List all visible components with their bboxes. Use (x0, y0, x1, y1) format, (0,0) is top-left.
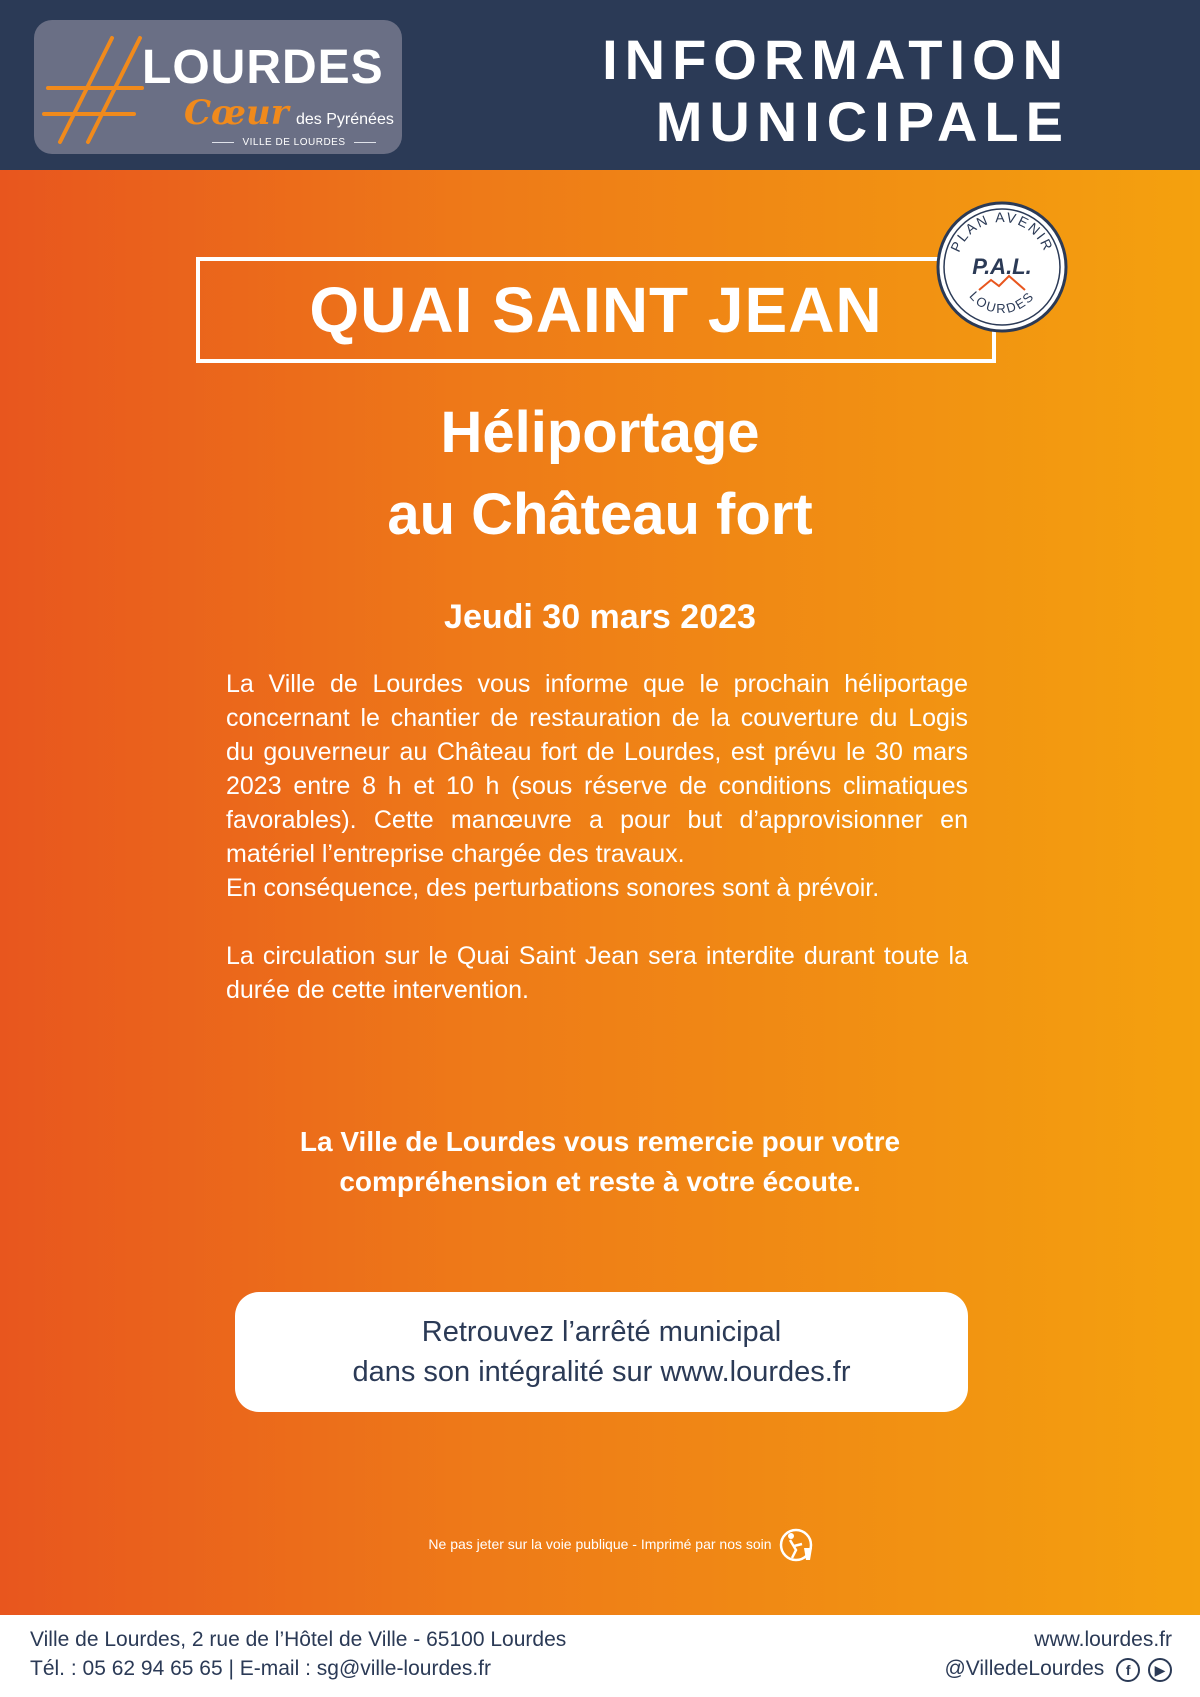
badge-center-text: P.A.L. (972, 254, 1032, 279)
callout-line2[interactable]: dans son intégralité sur www.lourdes.fr (352, 1356, 851, 1388)
announcement-body (226, 667, 968, 1007)
main-content (0, 170, 1200, 1615)
logo-wordmark: LOURDES (142, 41, 384, 94)
facebook-icon[interactable]: f (1116, 1658, 1140, 1682)
logo-subtitle: des Pyrénées (296, 111, 394, 128)
event-date: Jeudi 30 mars 2023 (444, 598, 756, 636)
badge-top-text: PLAN AVENIR (947, 208, 1057, 255)
thanks-message (200, 1122, 1000, 1202)
callout-line1: Retrouvez l’arrêté municipal (421, 1316, 782, 1348)
thanks-line1: La Ville de Lourdes vous remercie pour votre (299, 1126, 901, 1157)
location-frame (196, 257, 996, 363)
social-handle[interactable]: @VilledeLourdes (944, 1657, 1105, 1680)
header-banner (0, 0, 1200, 170)
footer-phone-email[interactable]: Tél. : 05 62 94 65 65 | E-mail : sg@ville-lourdes.fr (30, 1657, 491, 1680)
page-title-line1: INFORMATION (602, 28, 1070, 91)
thanks-line2: compréhension et reste à votre écoute. (339, 1166, 861, 1197)
badge-bottom-text: LOURDES (966, 288, 1038, 316)
logo-ville-caption: VILLE DE LOURDES (194, 137, 394, 148)
page-title-line2: MUNICIPALE (655, 90, 1070, 153)
page-title (470, 28, 1070, 156)
logo-coeur-script: Cœur (184, 93, 289, 133)
body-paragraph: La Ville de Lourdes vous informe que le prochain héliportage concernant le chantier de restauration de la couverture du Logis du gouverneur au Château fort de Lourdes, est prévu le 30 mars 2023 entre 8 h et 10 h (sous réserve de conditions climatiques favorables). Cette manœuvre a pour but d’approvisionner en matériel l’entreprise chargée des travaux. (226, 670, 968, 868)
footer-links (944, 1625, 1172, 1684)
hashtag-logo-icon (42, 30, 152, 150)
footer (0, 1615, 1200, 1697)
location-title: QUAI SAINT JEAN (309, 274, 883, 346)
footer-website-link[interactable]: www.lourdes.fr (1034, 1628, 1172, 1651)
body-paragraph: En conséquence, des perturbations sonores sont à prévoir. (226, 874, 880, 902)
youtube-icon[interactable]: ▶ (1148, 1658, 1172, 1682)
pal-badge-icon (935, 200, 1069, 334)
event-title-line2: au Château fort (387, 482, 813, 547)
event-title (200, 392, 1000, 556)
footer-address: Ville de Lourdes, 2 rue de l’Hôtel de Ville - 65100 Lourdes (30, 1628, 567, 1651)
recycle-bin-icon (778, 1526, 818, 1564)
city-logo[interactable] (34, 20, 402, 154)
event-title-line1: Héliportage (440, 400, 760, 465)
body-paragraph: La circulation sur le Quai Saint Jean sera interdite durant toute la durée de cette intervention. (226, 942, 968, 1004)
website-callout[interactable] (235, 1292, 968, 1412)
footer-contact (30, 1625, 566, 1683)
disposal-notice: Ne pas jeter sur la voie publique - Imprimé par nos soin (428, 1536, 772, 1552)
